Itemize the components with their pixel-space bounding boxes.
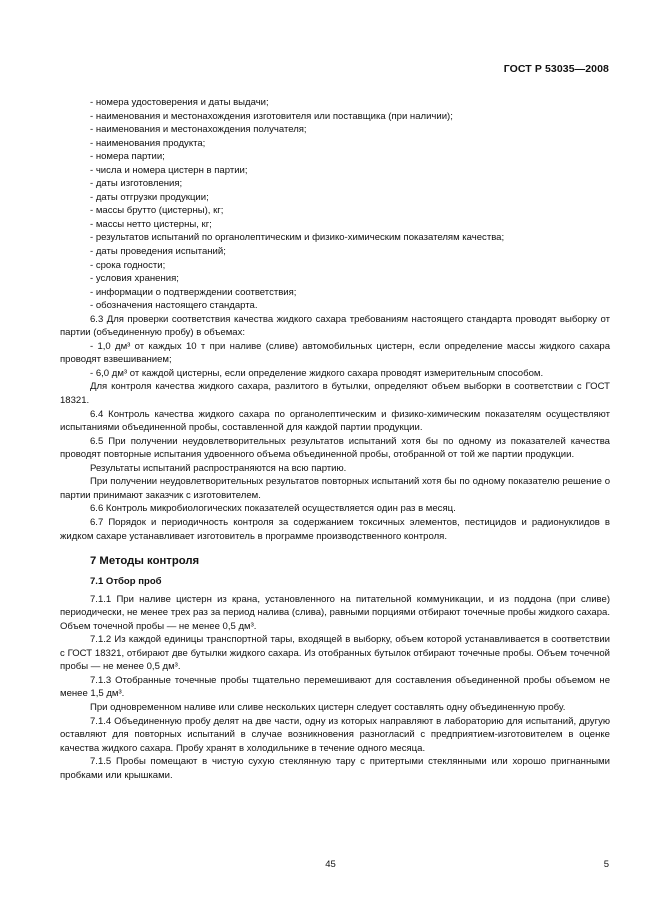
list-item: - даты отгрузки продукции;	[90, 191, 209, 203]
list-item: - даты проведения испытаний;	[90, 246, 226, 258]
document-standard-id: ГОСТ Р 53035—2008	[503, 63, 609, 75]
list-item: - срока годности;	[90, 259, 166, 271]
paragraph-6-3-b: - 6,0 дм³ от каждой цистерны, если определение жидкого сахара проводят измерительным способом.	[90, 367, 544, 379]
paragraph-6-5-b: При получении неудовлетворительных результатов повторных испытаний хотя бы по одному показателю решение о партии принимают заказчик с изготовителем.	[60, 476, 610, 501]
list-item: - массы брутто (цистерны), кг;	[90, 205, 224, 217]
paragraph-7-1-5: 7.1.5 Пробы помещают в чистую сухую стеклянную тару с притертыми стеклянными или хорошо пригнанными пробками или крышками.	[60, 756, 610, 781]
paragraph-6-3-a: - 1,0 дм³ от каждых 10 т при наливе (сливе) автомобильных цистерн, если определение массы жидкого сахара проводят взвешиванием;	[60, 340, 610, 366]
list-item: - наименования и местонахождения изготовителя или поставщика (при наличии);	[90, 110, 453, 122]
paragraph-6-5: 6.5 При получении неудовлетворительных результатов испытаний хотя бы по одному из показателей качества проводят повторные испытания удвоенного объема объединенной пробы, отобранной от той же партии продукции.	[60, 435, 610, 461]
paragraph-6-5-a: Результаты испытаний распространяются на всю партию.	[90, 462, 347, 474]
page-number-right: 5	[603, 859, 609, 870]
section-heading: 7 Методы контроля	[90, 555, 200, 568]
marking-list	[60, 96, 610, 313]
paragraph-7-1-3-a: При одновременном наливе или сливе нескольких цистерн следует составлять одну объединенную пробу.	[90, 701, 566, 713]
list-item: - номера партии;	[90, 151, 165, 163]
list-item: - информации о подтверждении соответствия;	[90, 286, 297, 298]
list-item: - числа и номера цистерн в партии;	[90, 164, 248, 176]
paragraph-6-7: 6.7 Порядок и периодичность контроля за содержанием токсичных элементов, пестицидов и радионуклидов в жидком сахаре устанавливает изготовитель в программе производственного контроля.	[60, 516, 610, 542]
paragraph-7-1-3: 7.1.3 Отобранные точечные пробы тщательно перемешивают для составления объединенной пробы объемом не менее 1,5 дм³.	[60, 674, 610, 700]
paragraph-7-1-1: 7.1.1 При наливе цистерн из крана, установленного на питательной коммуникации, и из поддона (при сливе) периодически, не менее трех раз за период налива (слива), равными порциями отбирают точечные пробы жидкого сахара. Объем точечной пробы — не менее 0,5 дм³.	[60, 593, 610, 632]
list-item: - наименования и местонахождения получателя;	[90, 124, 307, 136]
paragraph-6-3: 6.3 Для проверки соответствия качества жидкого сахара требованиям настоящего стандарта проводят выборку от партии (объединенную пробу) в объемах:	[60, 313, 610, 339]
paragraph-6-3-c: Для контроля качества жидкого сахара, разлитого в бутылки, определяют объем выборки в соответствии с ГОСТ 18321.	[60, 381, 610, 407]
paragraph-6-4: 6.4 Контроль качества жидкого сахара по органолептическим и физико-химическим показателям осуществляют испытаниями объединенной пробы, составленной для каждой партии продукции.	[60, 408, 610, 434]
paragraph-6-6: 6.6 Контроль микробиологических показателей осуществляется один раз в месяц.	[90, 503, 456, 515]
list-item: - наименования продукта;	[90, 137, 206, 149]
list-item: - результатов испытаний по органолептическим и физико-химическим показателям качества;	[90, 232, 505, 244]
list-item: - обозначения настоящего стандарта.	[90, 300, 258, 312]
page-number-center: 45	[325, 859, 336, 870]
list-item: - массы нетто цистерны, кг;	[90, 218, 212, 230]
list-item: - номера удостоверения и даты выдачи;	[90, 97, 269, 108]
paragraph-7-1-4: 7.1.4 Объединенную пробу делят на две части, одну из которых направляют в лабораторию для испытаний, другую оставляют для повторных испытаний в случае возникновения разногласий с предприятием-изготовителем в оценке качества жидкого сахара. Пробу хранят в холодильнике в течение одного месяца.	[60, 715, 610, 754]
paragraph-7-1-2: 7.1.2 Из каждой единицы транспортной тары, входящей в выборку, объем которой устанавливается в соответствии с ГОСТ 18321, отбирают две бутылки жидкого сахара. Из отобранных бутылок отбирают точечные пробы. Объем точечной пробы — не менее 0,5 дм³.	[60, 634, 610, 673]
document-body	[60, 96, 610, 782]
list-item: - даты изготовления;	[90, 178, 183, 190]
list-item: - условия хранения;	[90, 273, 179, 285]
subsection-heading: 7.1 Отбор проб	[90, 576, 162, 588]
